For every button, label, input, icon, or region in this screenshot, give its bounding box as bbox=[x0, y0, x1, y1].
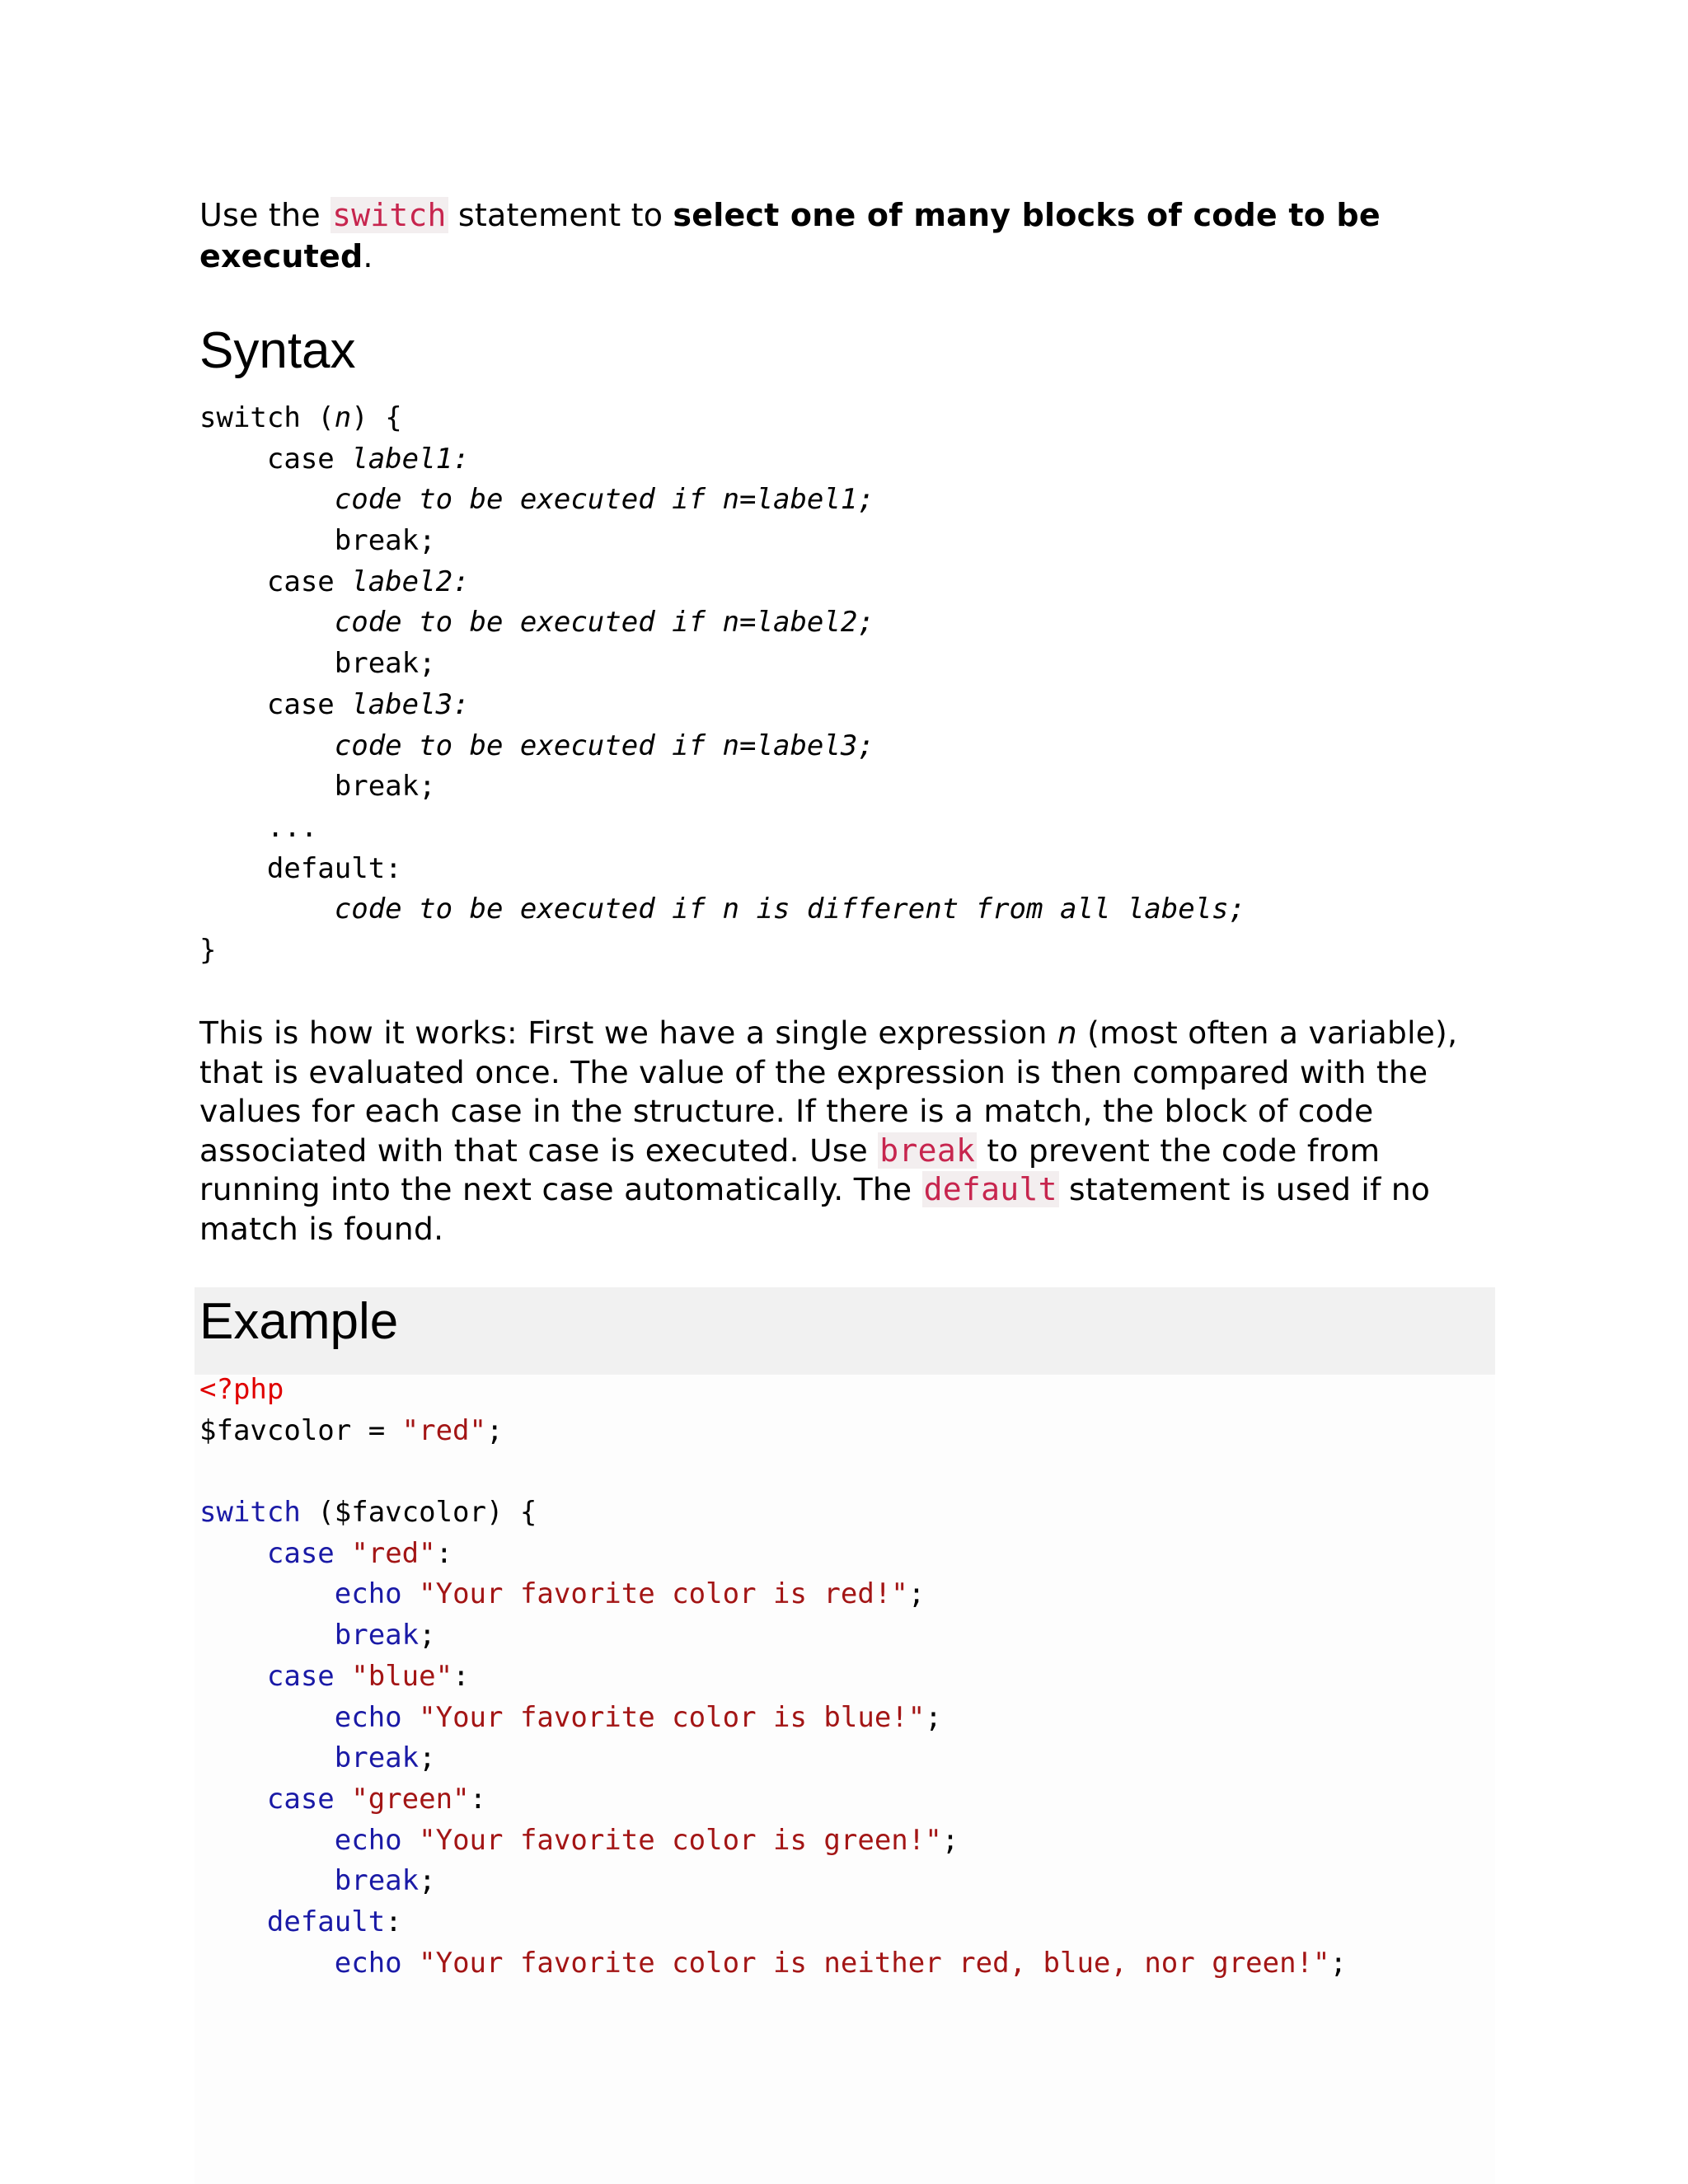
code-line: break; bbox=[334, 1741, 436, 1775]
code-line: break; bbox=[199, 770, 436, 804]
code-line: default: bbox=[199, 851, 402, 885]
code-line: switch ($favcolor) { bbox=[199, 1496, 537, 1530]
inline-code-switch: switch bbox=[332, 197, 447, 233]
code-line: case label3: bbox=[199, 687, 470, 721]
code-line: code to be executed if n is different from all labels; bbox=[199, 893, 1246, 926]
paragraph-text: This is how it works: First we have a single expression bbox=[199, 1015, 1057, 1051]
paragraph-text: (most often a variable), that is evaluated once. The value of the expression is then compared with the values for each case in the structure. If there is a match, the block of code associated with that case is executed. Use bbox=[199, 1015, 1458, 1169]
code-line: break; bbox=[334, 1619, 436, 1652]
paragraph-n: n bbox=[1057, 1015, 1077, 1051]
syntax-heading: Syntax bbox=[199, 322, 356, 379]
intro-bold-text: select one of many blocks of code to be executed bbox=[199, 197, 1381, 274]
code-line: switch (n) { bbox=[199, 401, 402, 434]
code-line: code to be executed if n=label2; bbox=[199, 606, 874, 640]
code-line: case "red": bbox=[266, 1536, 453, 1570]
code-line: default: bbox=[266, 1905, 402, 1938]
code-line: echo "Your favorite color is neither red, blue, nor green!"; bbox=[334, 1946, 1347, 1980]
inline-code-break: break bbox=[879, 1132, 976, 1169]
paragraph-text: statement is used if no match is found. bbox=[199, 1171, 1431, 1247]
explanation-paragraph bbox=[199, 1014, 1502, 1249]
code-line: case label2: bbox=[199, 565, 470, 598]
code-line: $favcolor = "red"; bbox=[199, 1413, 504, 1447]
code-line: break; bbox=[334, 1864, 436, 1898]
code-line: code to be executed if n=label3; bbox=[199, 729, 874, 762]
syntax-code-block bbox=[199, 398, 1245, 972]
code-line: echo "Your favorite color is blue!"; bbox=[334, 1700, 942, 1734]
code-line: break; bbox=[199, 524, 436, 558]
code-line: echo "Your favorite color is red!"; bbox=[334, 1577, 926, 1611]
code-line: break; bbox=[199, 647, 436, 681]
code-line: case "green": bbox=[266, 1782, 487, 1816]
intro-text-after: . bbox=[363, 238, 373, 274]
intro-text-before: Use the bbox=[199, 197, 331, 233]
intro-text-middle: statement to bbox=[448, 197, 673, 233]
code-line: echo "Your favorite color is green!"; bbox=[334, 1823, 959, 1857]
code-line: } bbox=[199, 933, 217, 967]
paragraph-text: to prevent the code from running into the next case automatically. The bbox=[199, 1132, 1381, 1207]
inline-code-default: default bbox=[923, 1171, 1057, 1207]
intro-paragraph bbox=[199, 194, 1485, 277]
example-heading: Example bbox=[199, 1293, 399, 1350]
code-line: code to be executed if n=label1; bbox=[199, 483, 874, 517]
example-code-block bbox=[199, 1370, 1347, 1984]
code-line: ... bbox=[199, 810, 318, 844]
code-line: <?php bbox=[199, 1373, 284, 1406]
code-line bbox=[199, 1451, 1347, 1493]
code-line: case label1: bbox=[199, 442, 470, 476]
code-line: case "blue": bbox=[266, 1659, 470, 1693]
